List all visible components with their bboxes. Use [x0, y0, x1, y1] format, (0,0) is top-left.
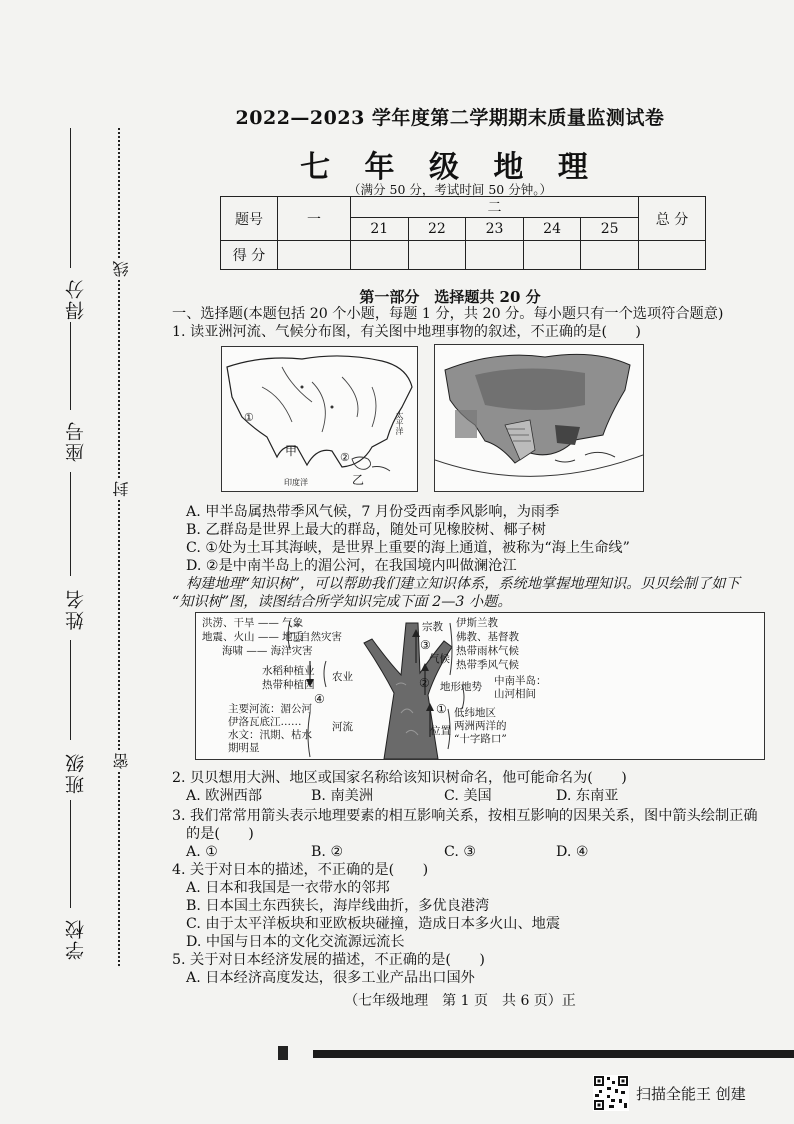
tree-climate-label: 气候	[429, 653, 450, 665]
tree-disaster-1: 洪涝、干旱 —— 气象	[202, 617, 304, 629]
intro-line2: “知识树”图，读图结合所学知识完成下面 2—3 小题。	[172, 594, 512, 610]
seat-blank	[70, 322, 71, 410]
tree-river-label: 河流	[332, 721, 353, 733]
q2-stem: 2. 贝贝想用大洲、地区或国家名称给该知识树命名，他可能命名为( )	[172, 770, 627, 786]
map-label-indian: 印度洋	[284, 478, 308, 487]
binding-mark-mi: 密	[110, 750, 133, 772]
map-label-jia: 甲	[285, 444, 298, 458]
tree-river-4: 期明显	[228, 742, 260, 754]
knowledge-tree	[195, 612, 765, 760]
name-blank	[70, 472, 71, 576]
tree-terrain-1: 中南半岛：	[494, 675, 547, 687]
scan-mark	[278, 1046, 288, 1060]
tree-river-1: 主要河流：湄公河	[228, 703, 312, 715]
q4-option-d[interactable]: D. 中国与日本的文化交流源远流长	[186, 934, 405, 950]
q2-option-d[interactable]: D. 东南亚	[556, 788, 619, 804]
tree-arrow-3: ③	[420, 638, 431, 652]
q1-option-a[interactable]: A. 甲半岛属热带季风气候，7 月份受西南季风影响，为雨季	[186, 504, 560, 520]
score-table	[220, 196, 706, 270]
tree-terrain-2: 山河相间	[494, 688, 536, 700]
tree-river-2: 伊洛瓦底江……	[228, 716, 302, 728]
tree-terrain-label: 地形地势	[440, 681, 482, 693]
score-table-row1-label: 题号	[221, 197, 278, 241]
map-label-c2: ②	[340, 451, 350, 464]
part1-heading: 第一部分 选择题共 20 分	[359, 288, 541, 306]
tree-position-1: 低纬地区	[454, 707, 496, 719]
tree-position-2: 两洲两洋的	[454, 720, 507, 732]
q5-option-a[interactable]: A. 日本经济高度发达，很多工业产品出口国外	[186, 970, 475, 986]
binding-name-label: 姓名	[65, 588, 87, 630]
binding-score-label: 得分	[65, 278, 87, 320]
score-table-sub-col: 21	[351, 218, 409, 241]
score-cell[interactable]	[351, 241, 409, 270]
intro-line1: 构建地理“知识树”，可以帮助我们建立知识体系，系统地掌握地理知识。贝贝绘制了如下	[186, 576, 740, 592]
binding-dotted-line	[118, 128, 120, 966]
q2-option-b[interactable]: B. 南美洲	[311, 788, 374, 804]
binding-seat-label: 座号	[65, 420, 87, 462]
q4-option-a[interactable]: A. 日本和我国是一衣带水的邻邦	[186, 880, 390, 896]
score-cell[interactable]	[278, 241, 351, 270]
tree-agri-2: 热带种植园	[262, 679, 315, 691]
score-cell[interactable]	[408, 241, 466, 270]
exam-note: （满分 50 分，考试时间 50 分钟。）	[348, 182, 552, 197]
binding-mark-xian: 线	[110, 258, 133, 280]
tree-river-3: 水文：汛期、枯水	[228, 729, 312, 741]
tree-religion-2: 佛教、基督教	[456, 631, 519, 643]
q2-option-c[interactable]: C. 美国	[444, 788, 492, 804]
q3-option-a[interactable]: A. ①	[186, 844, 218, 860]
score-blank	[70, 128, 71, 268]
tree-disaster-label: 自然灾害	[300, 631, 342, 643]
tree-arrow-4: ④	[314, 692, 325, 706]
page-footer: （七年级地理 第 1 页 共 6 页）正	[344, 993, 576, 1009]
q1-option-c[interactable]: C. ①处为土耳其海峡，是世界上重要的海上通道，被称为“海上生命线”	[186, 540, 630, 556]
score-table-sub-col: 23	[466, 218, 524, 241]
q3-option-d[interactable]: D. ④	[556, 844, 589, 860]
q4-option-c[interactable]: C. 由于太平洋板块和亚欧板块碰撞，造成日本多火山、地震	[186, 916, 561, 932]
scanner-brand: 扫描全能王 创建	[636, 1085, 746, 1103]
q3-stem-line2: 的是( )	[186, 826, 254, 842]
asia-rivers-map	[221, 346, 418, 492]
score-table-sub-col: 25	[581, 218, 639, 241]
tree-disaster-2: 地震、火山 —— 地质	[202, 631, 304, 643]
binding-mark-feng: 封	[110, 478, 133, 500]
score-cell[interactable]	[581, 241, 639, 270]
score-table-total-label: 总 分	[639, 197, 706, 241]
class-blank	[70, 640, 71, 740]
tree-arrow-1: ①	[436, 702, 447, 716]
score-cell[interactable]	[523, 241, 581, 270]
q1-stem: 1. 读亚洲河流、气候分布图，有关图中地理事物的叙述，不正确的是( )	[172, 324, 641, 340]
exam-title: 2022—2023 学年度第二学期期末质量监测试卷	[235, 107, 665, 129]
score-table-sub-col: 24	[523, 218, 581, 241]
tree-climate-2: 热带季风气候	[456, 659, 519, 671]
subject-title: 七 年 级 地 理	[300, 150, 600, 185]
q2-option-a[interactable]: A. 欧洲西部	[186, 788, 263, 804]
q4-option-b[interactable]: B. 日本国土东西狭长，海岸线曲折，多优良港湾	[186, 898, 490, 914]
q3-option-b[interactable]: B. ②	[311, 844, 344, 860]
tree-position-label: 位置	[430, 725, 451, 737]
q3-option-c[interactable]: C. ③	[444, 844, 477, 860]
map-label-c1: ①	[244, 411, 254, 424]
score-cell[interactable]	[466, 241, 524, 270]
q4-stem: 4. 关于对日本的描述，不正确的是( )	[172, 862, 429, 878]
scan-edge-bar	[313, 1050, 794, 1058]
score-table-sub-col: 22	[408, 218, 466, 241]
score-table-col-two: 二	[351, 197, 639, 218]
tree-position-3: “十字路口”	[454, 733, 507, 745]
score-table-row2-label: 得 分	[221, 241, 278, 270]
q3-stem-line1: 3. 我们常常用箭头表示地理要素的相互影响关系，按相互影响的因果关系，图中箭头绘制正确	[172, 808, 758, 824]
tree-religion-1: 伊斯兰教	[456, 617, 498, 629]
q5-stem: 5. 关于对日本经济发展的描述，不正确的是( )	[172, 952, 485, 968]
qr-code-icon	[593, 1075, 629, 1111]
q1-option-b[interactable]: B. 乙群岛是世界上最大的群岛，随处可见橡胶树、椰子树	[186, 522, 546, 538]
tree-religion-label: 宗教	[422, 621, 443, 633]
score-cell[interactable]	[639, 241, 706, 270]
map-label-pacific: 太平洋	[395, 411, 404, 435]
tree-agri-1: 水稻种植业	[262, 665, 315, 677]
asia-climate-map	[434, 344, 644, 492]
q1-option-d[interactable]: D. ②是中南半岛上的湄公河，在我国境内叫做澜沧江	[186, 558, 517, 574]
asia-climate-map-svg	[435, 345, 643, 491]
school-blank	[70, 800, 71, 908]
binding-school-label: 学校	[65, 918, 87, 960]
score-table-col-one: 一	[278, 197, 351, 241]
tree-arrow-2: ②	[419, 676, 430, 690]
part1-instruction: 一、选择题(本题包括 20 个小题，每题 1 分，共 20 分。每小题只有一个选项符合题意)	[172, 306, 724, 322]
tree-agri-label: 农业	[332, 671, 353, 683]
binding-class-label: 班级	[65, 752, 87, 794]
tree-climate-1: 热带雨林气候	[456, 645, 519, 657]
map-label-yi: 乙	[352, 473, 365, 487]
tree-disaster-3: 海啸 —— 海洋灾害	[222, 645, 313, 657]
